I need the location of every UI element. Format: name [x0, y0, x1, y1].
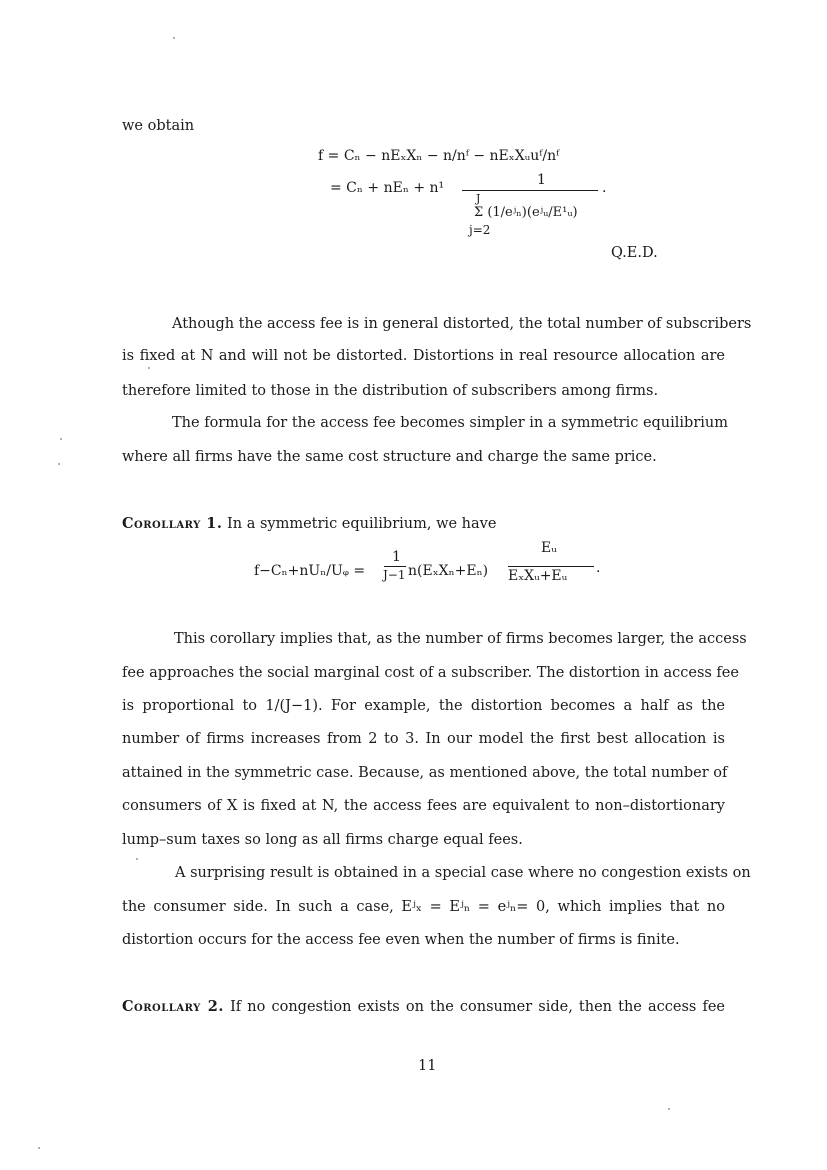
sum-lower-limit: j=2 [469, 223, 491, 237]
fraction-numerator: 1 [537, 172, 546, 188]
corollary-1 [122, 515, 496, 532]
equation-line-1: f = Cₙ − nEₓXₙ − n/nᶠ − nEₓXᵤuᶠ/nᶠ [318, 148, 560, 164]
paragraph-line: lump–sum taxes so long as all firms charge equal fees. [122, 832, 523, 848]
paragraph-line: the consumer side. In such a case, Eʲₓ = Eʲₙ = eʲₙ= 0, which implies that no [122, 899, 725, 915]
scan-speck [58, 463, 60, 465]
paragraph-line: number of firms increases from 2 to 3. In our model the first best allocation is [122, 731, 725, 747]
equation-period: . [602, 180, 607, 196]
paragraph-line: fee approaches the social marginal cost of a subscriber. The distortion in access fee [122, 665, 739, 681]
fraction-numerator: 1 [392, 549, 401, 565]
paragraph-line: The formula for the access fee becomes simpler in a symmetric equilibrium [172, 415, 728, 431]
fraction-bar [508, 566, 594, 567]
equation-period: . [596, 560, 601, 576]
fraction-denominator: J−1 [383, 568, 406, 582]
paragraph-line: consumers of X is fixed at N, the access fees are equivalent to non–distortionary [122, 798, 725, 814]
scan-speck [38, 1147, 40, 1149]
qed-mark: Q.E.D. [611, 245, 658, 261]
scan-speck [60, 438, 62, 440]
page-number: 11 [418, 1058, 437, 1074]
corollary-label: Corollary 2. [122, 998, 224, 1015]
equation-left-side: f−Cₙ+nUₙ/Uᵩ = [254, 563, 366, 579]
corollary-2 [122, 998, 725, 1015]
fraction-numerator: Eᵤ [541, 540, 557, 556]
fraction-bar [462, 190, 598, 191]
intro-text: we obtain [122, 118, 195, 134]
equation-line-2: = Cₙ + nEₙ + n¹ [330, 180, 445, 196]
corollary-label: Corollary 1. [122, 515, 223, 532]
fraction-denominator: EₓXᵤ+Eᵤ [508, 568, 568, 584]
paragraph-line: therefore limited to those in the distribution of subscribers among firms. [122, 383, 659, 399]
paragraph-line: where all firms have the same cost structure and charge the same price. [122, 449, 657, 465]
paragraph-line: This corollary implies that, as the number of firms becomes larger, the access [174, 631, 747, 647]
paragraph-line: A surprising result is obtained in a special case where no congestion exists on [175, 865, 751, 881]
corollary-text: If no congestion exists on the consumer side, then the access fee [230, 999, 725, 1015]
paragraph-line: is proportional to 1/(J−1). For example, the distortion becomes a half as the [122, 698, 725, 714]
paragraph-line: is fixed at N and will not be distorted. Distortions in real resource allocation are [122, 348, 725, 364]
sum-upper-limit: J [476, 192, 481, 205]
scan-speck [148, 367, 150, 369]
equation-middle-term: n(EₓXₙ+Eₙ) [408, 563, 489, 579]
paragraph-line: attained in the symmetric case. Because, as mentioned above, the total number of [122, 765, 728, 781]
fraction-bar [384, 566, 406, 567]
corollary-text: In a symmetric equilibrium, we have [227, 516, 497, 532]
scan-speck [668, 1108, 670, 1110]
paragraph-line: Athough the access fee is in general distorted, the total number of subscribers [172, 316, 752, 332]
paragraph-line: distortion occurs for the access fee even when the number of firms is finite. [122, 932, 680, 948]
fraction-denominator: Σ (1/eʲₙ)(eʲᵤ/E¹ᵤ) [474, 205, 578, 220]
scan-speck [173, 37, 175, 39]
scan-speck [136, 858, 138, 860]
